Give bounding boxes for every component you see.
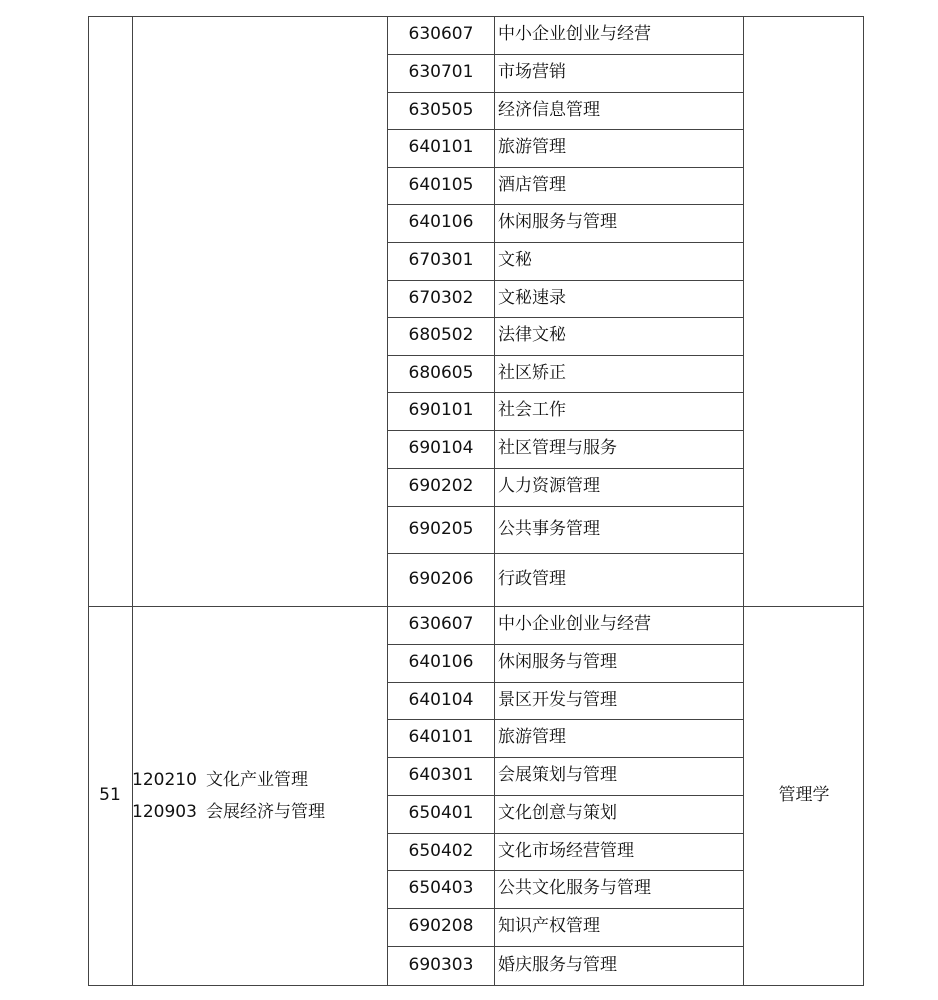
vocational-major-name: 社区矫正: [498, 362, 566, 383]
vocational-code: 690205: [408, 518, 474, 539]
vocational-code: 650402: [408, 840, 474, 861]
vocational-code: 690202: [408, 476, 474, 496]
undergrad-name: 会展经济与管理: [206, 802, 325, 822]
table-row: [88, 355, 864, 392]
vocational-code: 650401: [408, 803, 474, 823]
table-row: [88, 280, 864, 317]
sequence-number: 51: [99, 785, 121, 805]
vocational-major-name: 文化创意与策划: [498, 803, 617, 823]
vocational-major-name: 行政管理: [498, 568, 566, 589]
table-row: [88, 644, 864, 682]
table-row: [88, 833, 864, 870]
vocational-code: 680605: [408, 362, 474, 383]
vocational-code: 640106: [408, 212, 474, 232]
vocational-major-name: 市场营销: [498, 62, 566, 82]
table-row: [88, 553, 864, 606]
table-row: [88, 242, 864, 280]
vocational-code: 640104: [408, 689, 474, 710]
table-row: [88, 92, 864, 129]
table-row: [88, 795, 864, 833]
table-row: [88, 204, 864, 242]
table-row: [88, 317, 864, 355]
table-row: [88, 606, 864, 644]
vocational-major-name: 婚庆服务与管理: [498, 954, 617, 975]
table-border-bottom: [88, 985, 864, 986]
vocational-code: 670301: [408, 250, 474, 270]
vocational-code: 690208: [408, 916, 474, 936]
table-row: [88, 167, 864, 204]
vocational-major-name: 中小企业创业与经营: [498, 614, 651, 634]
vocational-code: 630505: [408, 99, 474, 120]
table-row: [88, 757, 864, 795]
vocational-major-name: 公共文化服务与管理: [498, 878, 651, 898]
vocational-code: 670302: [408, 287, 474, 308]
table-row: [88, 392, 864, 430]
vocational-code: 690101: [408, 400, 474, 420]
vocational-major-name: 景区开发与管理: [498, 689, 617, 710]
vocational-major-name: 会展策划与管理: [498, 765, 617, 785]
vocational-code: 640301: [408, 765, 474, 785]
vocational-major-name: 旅游管理: [498, 727, 566, 747]
vocational-code: 630701: [408, 62, 474, 82]
table-row: [88, 870, 864, 908]
vocational-major-name: 休闲服务与管理: [498, 212, 617, 232]
vocational-code: 690303: [408, 954, 474, 975]
vocational-major-name: 中小企业创业与经营: [498, 24, 651, 44]
vocational-major-name: 社区管理与服务: [498, 438, 617, 458]
table-row: [88, 682, 864, 719]
major-table: [88, 16, 864, 986]
table-row: [88, 54, 864, 92]
subject-category: 管理学: [778, 785, 830, 805]
vocational-major-name: 社会工作: [498, 400, 566, 420]
table-row: [88, 506, 864, 553]
undergrad-name: 文化产业管理: [206, 770, 308, 790]
vocational-major-name: 人力资源管理: [498, 476, 600, 496]
vocational-major-name: 公共事务管理: [498, 518, 600, 539]
vocational-code: 690206: [408, 568, 474, 589]
table-row: [88, 946, 864, 985]
undergrad-code: 120210: [132, 770, 197, 790]
vocational-major-name: 经济信息管理: [498, 99, 600, 120]
vocational-major-name: 休闲服务与管理: [498, 652, 617, 672]
vocational-code: 690104: [408, 438, 474, 458]
vocational-code: 650403: [408, 878, 474, 898]
table-row: [88, 430, 864, 468]
undergrad-code: 120903: [132, 802, 197, 822]
vocational-major-name: 文秘: [498, 250, 532, 270]
vocational-code: 630607: [408, 24, 474, 44]
table-row: [88, 16, 864, 54]
table-row: [88, 129, 864, 167]
vocational-code: 680502: [408, 325, 474, 345]
vocational-major-name: 法律文秘: [498, 325, 566, 345]
vocational-code: 630607: [408, 614, 474, 634]
vocational-major-name: 文秘速录: [498, 287, 566, 308]
vocational-code: 640101: [408, 137, 474, 157]
vocational-major-name: 知识产权管理: [498, 916, 600, 936]
vocational-code: 640101: [408, 727, 474, 747]
vocational-code: 640106: [408, 652, 474, 672]
table-row: [88, 908, 864, 946]
table-row: [88, 468, 864, 506]
table-row: [88, 719, 864, 757]
vocational-major-name: 酒店管理: [498, 174, 566, 195]
vocational-major-name: 旅游管理: [498, 137, 566, 157]
vocational-major-name: 文化市场经营管理: [498, 840, 634, 861]
vocational-code: 640105: [408, 174, 474, 195]
